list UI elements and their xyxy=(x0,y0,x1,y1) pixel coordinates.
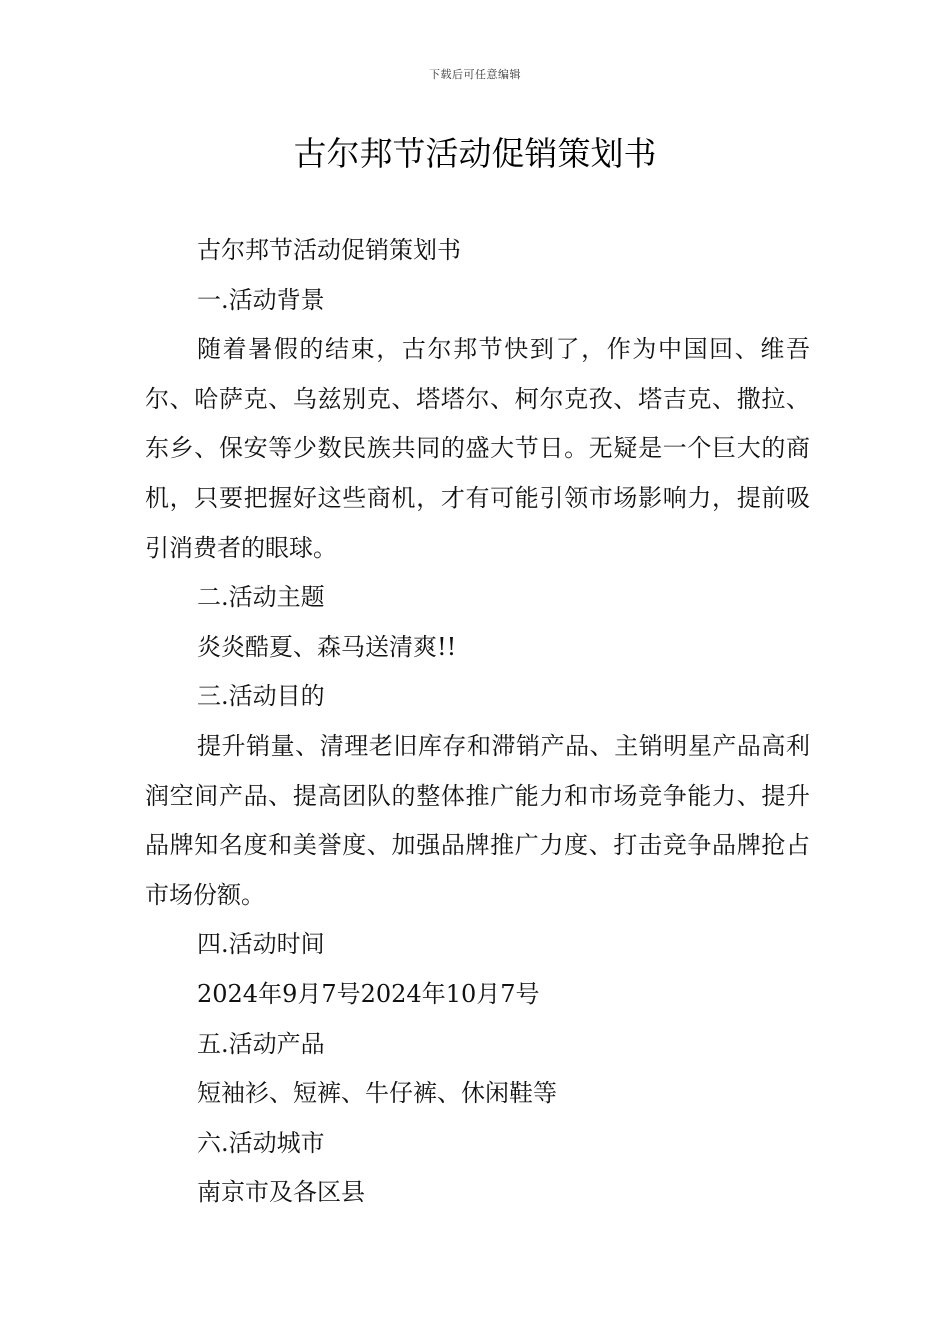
document-body xyxy=(145,226,810,1218)
section-heading-theme: 二.活动主题 xyxy=(197,583,325,612)
section-body-background: 随着暑假的结束，古尔邦节快到了，作为中国回、维吾尔、哈萨克、乌兹别克、塔塔尔、柯尔克孜、塔吉克、撒拉、东乡、保安等少数民族共同的盛大节日。无疑是一个巨大的商机，只要把握好这些商机，才有可能引领市场影响力，提前吸引消费者的眼球。 xyxy=(145,335,810,562)
document-title: 古尔邦节活动促销策划书 xyxy=(293,134,657,173)
section-heading-background: 一.活动背景 xyxy=(197,285,325,314)
section-body-theme: 炎炎酷夏、森马送清爽!! xyxy=(197,632,457,661)
section-heading-products: 五.活动产品 xyxy=(197,1029,325,1058)
section-body-purpose: 提升销量、清理老旧库存和滞销产品、主销明星产品高利润空间产品、提高团队的整体推广能力和市场竞争能力、提升品牌知名度和美誉度、加强品牌推广力度、打击竞争品牌抢占市场份额。 xyxy=(145,731,810,909)
section-heading-time: 四.活动时间 xyxy=(197,930,325,959)
section-heading-city: 六.活动城市 xyxy=(197,1128,325,1157)
download-note: 下载后可任意编辑 xyxy=(429,68,521,81)
section-body-time: 2024年9月7号2024年10月7号 xyxy=(197,979,540,1008)
section-heading-purpose: 三.活动目的 xyxy=(197,682,325,711)
body-subtitle: 古尔邦节活动促销策划书 xyxy=(197,236,461,264)
section-body-products: 短袖衫、短裤、牛仔裤、休闲鞋等 xyxy=(197,1079,557,1108)
section-body-city: 南京市及各区县 xyxy=(197,1178,365,1207)
